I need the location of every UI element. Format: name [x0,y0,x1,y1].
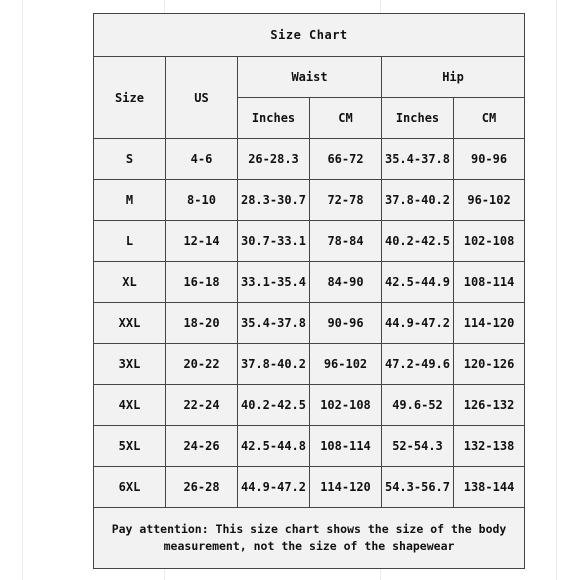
cell-hip-cm: 138-144 [454,467,525,508]
cell-waist-cm: 102-108 [310,385,382,426]
cell-size: M [94,180,166,221]
cell-hip-cm: 132-138 [454,426,525,467]
cell-us: 24-26 [166,426,238,467]
cell-size: 5XL [94,426,166,467]
cell-hip-inches: 49.6-52 [382,385,454,426]
table-row [94,385,525,426]
cell-size: XXL [94,303,166,344]
table-row [94,180,525,221]
background-grid-line [22,0,23,580]
cell-waist-cm: 78-84 [310,221,382,262]
size-chart-table [93,13,525,569]
cell-hip-cm: 96-102 [454,180,525,221]
cell-us: 20-22 [166,344,238,385]
cell-us: 18-20 [166,303,238,344]
header-waist-inches: Inches [238,98,310,139]
cell-waist-inches: 44.9-47.2 [238,467,310,508]
cell-waist-cm: 96-102 [310,344,382,385]
cell-waist-inches: 30.7-33.1 [238,221,310,262]
cell-waist-inches: 42.5-44.8 [238,426,310,467]
cell-waist-cm: 108-114 [310,426,382,467]
header-hip-cm: CM [454,98,525,139]
cell-waist-inches: 26-28.3 [238,139,310,180]
cell-size: 3XL [94,344,166,385]
cell-waist-inches: 33.1-35.4 [238,262,310,303]
cell-hip-inches: 42.5-44.9 [382,262,454,303]
chart-title: Size Chart [94,14,525,57]
cell-hip-inches: 35.4-37.8 [382,139,454,180]
cell-hip-inches: 47.2-49.6 [382,344,454,385]
cell-size: XL [94,262,166,303]
cell-size: L [94,221,166,262]
cell-us: 16-18 [166,262,238,303]
cell-hip-cm: 90-96 [454,139,525,180]
header-waist-cm: CM [310,98,382,139]
table-row [94,426,525,467]
cell-us: 22-24 [166,385,238,426]
cell-waist-inches: 28.3-30.7 [238,180,310,221]
cell-waist-cm: 72-78 [310,180,382,221]
header-waist: Waist [238,57,382,98]
cell-waist-cm: 84-90 [310,262,382,303]
cell-us: 8-10 [166,180,238,221]
cell-hip-inches: 37.8-40.2 [382,180,454,221]
cell-waist-inches: 37.8-40.2 [238,344,310,385]
table-row [94,262,525,303]
table-row [94,344,525,385]
cell-waist-inches: 35.4-37.8 [238,303,310,344]
cell-hip-cm: 120-126 [454,344,525,385]
table-row [94,467,525,508]
attention-note: Pay attention: This size chart shows the size of the body measurement, not the size of the shapewear [94,508,525,569]
header-us: US [166,57,238,139]
cell-hip-inches: 54.3-56.7 [382,467,454,508]
cell-size: 6XL [94,467,166,508]
cell-us: 12-14 [166,221,238,262]
background-grid-line [556,0,557,580]
header-hip: Hip [382,57,525,98]
cell-waist-cm: 90-96 [310,303,382,344]
cell-us: 4-6 [166,139,238,180]
cell-hip-inches: 40.2-42.5 [382,221,454,262]
cell-waist-cm: 114-120 [310,467,382,508]
cell-size: S [94,139,166,180]
cell-hip-inches: 52-54.3 [382,426,454,467]
cell-hip-cm: 114-120 [454,303,525,344]
table-row [94,139,525,180]
cell-waist-inches: 40.2-42.5 [238,385,310,426]
table-row [94,303,525,344]
cell-hip-cm: 126-132 [454,385,525,426]
table-row [94,221,525,262]
cell-hip-cm: 108-114 [454,262,525,303]
cell-size: 4XL [94,385,166,426]
header-size: Size [94,57,166,139]
cell-hip-cm: 102-108 [454,221,525,262]
cell-us: 26-28 [166,467,238,508]
header-hip-inches: Inches [382,98,454,139]
cell-hip-inches: 44.9-47.2 [382,303,454,344]
cell-waist-cm: 66-72 [310,139,382,180]
